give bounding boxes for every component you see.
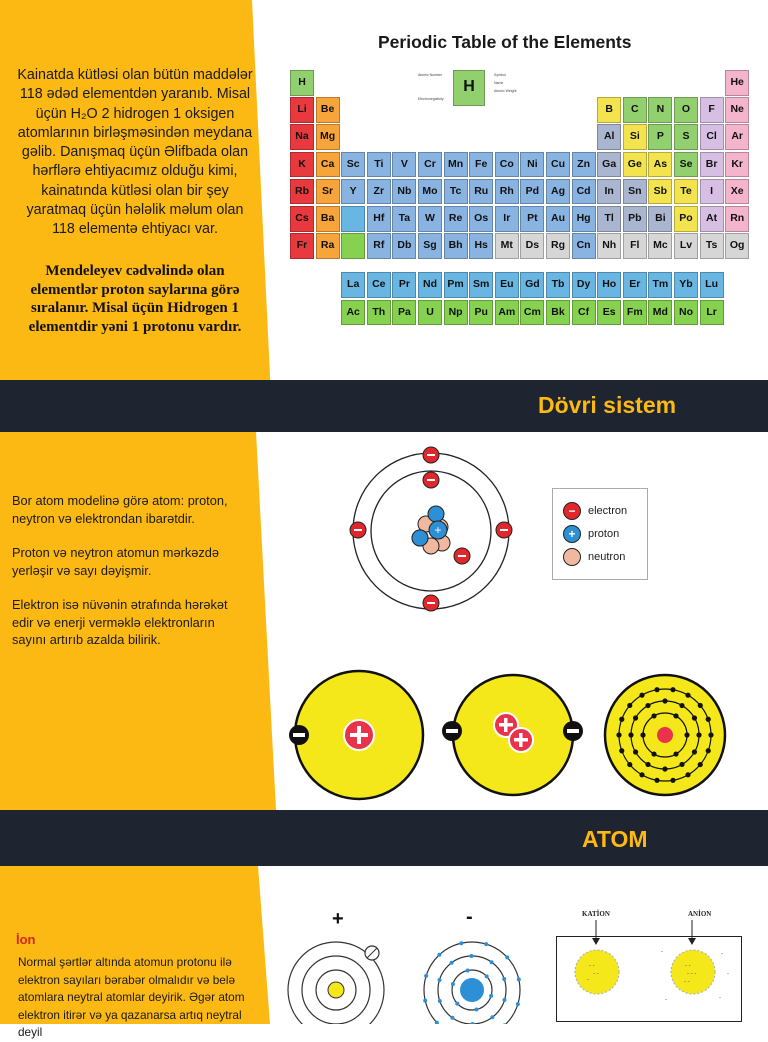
element-cell: Rh [495, 179, 519, 205]
intro-line: Kainatda kütləsi olan bütün maddələr [17, 67, 253, 83]
element-cell: Na [290, 124, 314, 150]
key-label: Atomic Number [418, 73, 443, 77]
element-cell: Tm [648, 272, 672, 298]
electron-dot [423, 999, 427, 1003]
element-cell: Cl [700, 124, 724, 150]
element-cell [341, 233, 365, 259]
multi-shell-atom-model [605, 675, 725, 795]
element-cell: Hf [367, 206, 391, 232]
key-label: Atomic Weight [494, 89, 517, 93]
mendeleyev-line: elementlər proton saylarına görə [30, 281, 240, 298]
element-cell: Pb [623, 206, 647, 232]
electron-dot [706, 717, 711, 722]
electron-dot [438, 978, 442, 982]
element-cell [341, 206, 365, 232]
element-cell: Cf [572, 300, 596, 326]
band-title-atom: ATOM [582, 826, 648, 852]
electron-dot [639, 693, 644, 698]
electron-dot [670, 687, 675, 692]
electron-dot [645, 703, 650, 708]
intro-line: hərflərə ehtiyacımız olduğu kimi, [32, 163, 238, 180]
element-cell: Si [623, 124, 647, 150]
element-cell: Fm [623, 300, 647, 326]
legend-label: proton [588, 528, 620, 540]
electron-dot [651, 713, 656, 718]
element-cell: Pt [520, 206, 544, 232]
element-cell: No [674, 300, 698, 326]
element-cell: Th [367, 300, 391, 326]
element-cell: Rf [367, 233, 391, 259]
element-cell: Pa [392, 300, 416, 326]
electron-dot [673, 751, 678, 756]
element-cell: Sm [469, 272, 493, 298]
element-cell: At [700, 206, 724, 232]
mendeleyev-line: sıralanır. Misal üçün Hidrogen 1 [31, 300, 239, 316]
element-cell: Te [674, 179, 698, 205]
band-title-dovri-sistem: Dövri sistem [538, 392, 677, 418]
electron-dot [651, 751, 656, 756]
svg-text:-: - [727, 971, 729, 977]
electron-dot [485, 974, 489, 978]
element-cell: V [392, 152, 416, 178]
intro-line: atomlarının birləşməsindən meydana [17, 124, 253, 141]
element-cell: Ir [495, 206, 519, 232]
element-cell: Ds [520, 233, 544, 259]
electron-dot [505, 955, 509, 959]
electron-dot [645, 762, 650, 767]
bohr-paragraph: Bor atom modelinə görə atom: proton, neytron və elektrondan ibarətdir. [12, 493, 228, 526]
element-cell: Fl [623, 233, 647, 259]
element-cell: Xe [725, 179, 749, 205]
element-cell: Ru [469, 179, 493, 205]
electron-dot [438, 999, 442, 1003]
element-cell: Rn [725, 206, 749, 232]
electron-dot [437, 953, 441, 957]
element-cell: Ac [341, 300, 365, 326]
hydrogen-atom-model [289, 671, 423, 799]
svg-text:-: - [665, 997, 667, 1003]
electron-dot [459, 941, 463, 945]
element-cell: Ra [316, 233, 340, 259]
element-cell: Tl [597, 206, 621, 232]
element-cell: Ne [725, 97, 749, 123]
electron-dot [698, 762, 703, 767]
element-cell: Mt [495, 233, 519, 259]
element-cell: K [290, 152, 314, 178]
element-cell: Ce [367, 272, 391, 298]
element-cell: Ge [623, 152, 647, 178]
element-cell: Li [290, 97, 314, 123]
element-cell: F [700, 97, 724, 123]
element-cell: Hg [572, 206, 596, 232]
electron-dot [662, 698, 667, 703]
electron-dot [450, 961, 454, 965]
element-cell: Ta [392, 206, 416, 232]
element-cell: Pr [392, 272, 416, 298]
element-cell: Ga [597, 152, 621, 178]
electron-dot [627, 762, 632, 767]
mendeleyev-line: Mendeleyev cədvəlində olan [45, 263, 225, 279]
ion-title: İon [16, 932, 36, 947]
key-label: Electronegativity [418, 97, 444, 101]
label-arrows [588, 918, 708, 948]
element-cell: Er [623, 272, 647, 298]
electron-dot [490, 960, 494, 964]
ion-comparison-figure [557, 937, 741, 1021]
electron-dot [654, 687, 659, 692]
element-cell: Ar [725, 124, 749, 150]
ion-comparison-box [556, 936, 742, 1022]
element-cell: Cr [418, 152, 442, 178]
element-cell: Dy [572, 272, 596, 298]
electron-dot [692, 749, 697, 754]
element-cell: Bi [648, 206, 672, 232]
cation-atom [288, 942, 384, 1024]
electron-dot [627, 703, 632, 708]
element-cell: Br [700, 152, 724, 178]
electron-dot [489, 994, 493, 998]
electron-dot [670, 778, 675, 783]
svg-text:- -: - - [589, 963, 595, 969]
element-cell: Sg [418, 233, 442, 259]
element-cell: Al [597, 124, 621, 150]
element-cell: Cd [572, 179, 596, 205]
electron-dot [679, 703, 684, 708]
element-cell: N [648, 97, 672, 123]
element-cell: Tc [444, 179, 468, 205]
section-band [0, 810, 768, 866]
bohr-text [12, 492, 252, 666]
electron-dot [619, 717, 624, 722]
element-cell: W [418, 206, 442, 232]
element-cell: Pu [469, 300, 493, 326]
element-cell: Am [495, 300, 519, 326]
electron-dot [466, 968, 470, 972]
key-labels [418, 72, 518, 101]
electron-dot [517, 977, 521, 981]
element-cell: Fr [290, 233, 314, 259]
element-cell: I [700, 179, 724, 205]
electron-dot [696, 732, 701, 737]
neutron-icon [563, 548, 581, 566]
element-cell: Ca [316, 152, 340, 178]
svg-text:- -: - - [684, 979, 690, 985]
electron-dot [685, 693, 690, 698]
mendeleyev-text [6, 262, 264, 336]
intro-line: yaratmaq üçün hələlik məlum olan [26, 202, 244, 219]
periodic-table-title: Periodic Table of the Elements [378, 32, 632, 52]
svg-text:-: - [661, 949, 663, 955]
electron-dot [679, 762, 684, 767]
element-cell: Bk [546, 300, 570, 326]
element-cell: Og [725, 233, 749, 259]
element-cell: Rb [290, 179, 314, 205]
element-cell: Db [392, 233, 416, 259]
electron-dot [692, 715, 697, 720]
element-cell: He [725, 70, 749, 96]
element-cell: Nd [418, 272, 442, 298]
electron-dot [502, 998, 506, 1002]
electron-dot [639, 772, 644, 777]
element-cell: Gd [520, 272, 544, 298]
element-cell: Y [341, 179, 365, 205]
element-cell: Hs [469, 233, 493, 259]
electron-dot [654, 778, 659, 783]
legend-neutron [563, 547, 625, 567]
electron-dot [628, 732, 633, 737]
element-cell: As [648, 152, 672, 178]
element-cell: B [597, 97, 621, 123]
legend-label: neutron [588, 551, 626, 563]
electron-dot [470, 954, 474, 958]
electron-dot [474, 1008, 478, 1012]
intro-line: 118 elementə ehtiyacı var. [52, 221, 218, 238]
anion-atom [423, 941, 521, 1024]
element-cell: Eu [495, 272, 519, 298]
intro-line: kainatında kütləsi olan bir şey [41, 182, 229, 199]
element-cell: Se [674, 152, 698, 178]
element-cell: Mo [418, 179, 442, 205]
element-cell: Be [316, 97, 340, 123]
element-cell: Cm [520, 300, 544, 326]
intro-line: 118 ədəd elementdən yaranıb. Misal [19, 86, 251, 103]
kation-label: KATİON [582, 910, 610, 918]
element-cell: C [623, 97, 647, 123]
svg-text:+: + [434, 523, 442, 537]
electron-dot [455, 1002, 459, 1006]
legend-label: electron [588, 505, 628, 517]
element-cell: Zr [367, 179, 391, 205]
element-cell: Lu [700, 272, 724, 298]
element-cell: Po [674, 206, 698, 232]
element-cell: Mn [444, 152, 468, 178]
electron-dot [451, 982, 455, 986]
svg-text:- - -: - - - [687, 971, 697, 977]
element-cell: Ag [546, 179, 570, 205]
element-cell: Zn [572, 152, 596, 178]
element-cell: Cs [290, 206, 314, 232]
element-cell: Ts [700, 233, 724, 259]
electron-dot [616, 732, 621, 737]
element-cell: Sc [341, 152, 365, 178]
element-cell: Cn [572, 233, 596, 259]
element-cell: Sr [316, 179, 340, 205]
element-cell: Lv [674, 233, 698, 259]
electron-dot [673, 713, 678, 718]
electron-dot [619, 748, 624, 753]
key-symbol: H [463, 78, 475, 95]
atom-models [286, 668, 768, 808]
ion-diagram [286, 924, 548, 1024]
bohr-paragraph: Elektron isə nüvənin ətrafında hərəkət edir və enerji verməklə elektronların sayını artırıb azalda bilirik. [12, 597, 228, 647]
element-cell: Lr [700, 300, 724, 326]
element-cell: P [648, 124, 672, 150]
svg-text:- -: - - [685, 963, 691, 969]
electron-dot [516, 1002, 520, 1006]
element-cell: O [674, 97, 698, 123]
element-cell: Es [597, 300, 621, 326]
element-cell: S [674, 124, 698, 150]
element-cell: Cu [546, 152, 570, 178]
ion-text: Normal şərtlər altında atomun protonu ilə elektron sayıları bərabər olmalıdır və belə atomlara neytral atomlar deyirik. Əgər atom elektron itirər və ya qazanarsa artıq neytral deyil [18, 955, 245, 1039]
element-cell: Np [444, 300, 468, 326]
key-label: Name [494, 81, 504, 85]
mendeleyev-line: elementdir yəni 1 protonu vardır. [28, 318, 242, 335]
nucleus [412, 506, 450, 554]
helium-atom-model [442, 675, 583, 795]
element-cell: Ti [367, 152, 391, 178]
electron-dot [698, 703, 703, 708]
electron-dot [502, 977, 506, 981]
element-cell: Sb [648, 179, 672, 205]
element-cell: Ba [316, 206, 340, 232]
element-cell: Nh [597, 233, 621, 259]
element-cell: La [341, 272, 365, 298]
element-cell: Kr [725, 152, 749, 178]
electron-dot [640, 732, 645, 737]
legend-proton [563, 524, 619, 544]
element-cell: Nb [392, 179, 416, 205]
key-label: Symbol [494, 73, 506, 77]
electron-icon: − [563, 502, 581, 520]
element-cell: Yb [674, 272, 698, 298]
element-cell: Sn [623, 179, 647, 205]
svg-text:-: - [587, 977, 589, 983]
element-cell: Ni [520, 152, 544, 178]
intro-line: üçün H₂O 2 hidrogen 1 oksigen [35, 105, 235, 122]
element-cell: Bh [444, 233, 468, 259]
electron-dot [684, 732, 689, 737]
electron-dot [633, 749, 638, 754]
element-cell: Pd [520, 179, 544, 205]
legend-electron [563, 501, 627, 521]
bohr-paragraph: Proton və neytron atomun mərkəzdə yerləşir və sayı dəyişmir. [12, 545, 219, 578]
element-cell: Au [546, 206, 570, 232]
bohr-atom-diagram [340, 440, 530, 620]
element-cell: Pm [444, 272, 468, 298]
element-cell: Os [469, 206, 493, 232]
element-cell: Fe [469, 152, 493, 178]
element-cell: Ho [597, 272, 621, 298]
element-cell: U [418, 300, 442, 326]
svg-text:- -: - - [593, 971, 599, 977]
particle-legend [552, 488, 648, 580]
positive-sign: + [332, 908, 344, 930]
anion-label: ANİON [688, 910, 712, 918]
element-cell: In [597, 179, 621, 205]
element-cell: Md [648, 300, 672, 326]
electron-dot [424, 974, 428, 978]
element-cell: Tb [546, 272, 570, 298]
element-cell: Rg [546, 233, 570, 259]
element-cell: H [290, 70, 314, 96]
element-cell: Co [495, 152, 519, 178]
electron-dot [708, 732, 713, 737]
electron-dot [706, 748, 711, 753]
element-cell: Mc [648, 233, 672, 259]
element-cell: Mg [316, 124, 340, 150]
svg-text:-: - [719, 995, 721, 1001]
electron-dot [450, 1016, 454, 1020]
electron-dot [484, 942, 488, 946]
element-cell: Re [444, 206, 468, 232]
electron-dot [662, 766, 667, 771]
periodic-table [288, 22, 758, 348]
svg-text:-: - [721, 951, 723, 957]
negative-sign: - [466, 906, 473, 928]
electron-dot [685, 772, 690, 777]
intro-line: gəlib. Danışmaq üçün Əlifbada olan [21, 144, 249, 161]
electron-dot [633, 715, 638, 720]
intro-text [10, 66, 260, 240]
proton-icon: + [563, 525, 581, 543]
electron-dot [490, 1015, 494, 1019]
